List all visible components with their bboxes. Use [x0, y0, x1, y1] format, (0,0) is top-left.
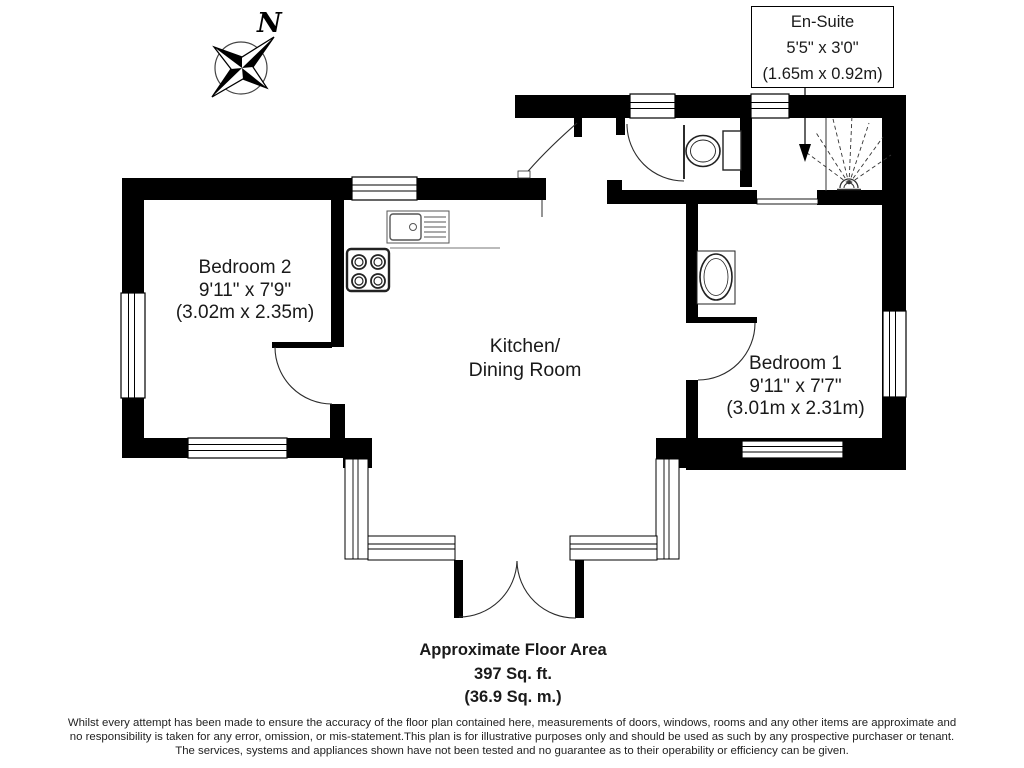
door-arc-french-right — [517, 561, 576, 618]
bay-window-right-horizontal — [570, 536, 657, 560]
sink-icon — [387, 211, 500, 248]
ensuite-size-imperial: 5'5" x 3'0" — [786, 39, 859, 57]
floor-area-label — [363, 639, 663, 710]
window-wc-north — [630, 94, 675, 118]
disclaimer-text — [0, 717, 1024, 758]
window-kitchen-north — [352, 177, 417, 200]
bedroom2-name: Bedroom 2 — [198, 257, 292, 278]
bedroom2-label — [130, 257, 360, 325]
kitchen-name-line1: Kitchen/ — [489, 335, 561, 357]
door-arc-wc — [627, 124, 684, 181]
floor-area-imperial: 397 Sq. ft. — [474, 664, 552, 683]
disclaimer-line-2: no responsibility is taken for any error, omission, or mis-statement.This plan is for illustrative purposes only and should be used as such by any prospective purchaser or tenant. — [69, 730, 955, 743]
bay-window-left-horizontal — [368, 536, 455, 560]
door-arc-french-left — [459, 561, 517, 617]
shower-icon — [803, 115, 891, 191]
window-bedroom1-south — [742, 441, 843, 458]
door-arc-entrance — [524, 123, 577, 176]
bay-window-right-vertical — [656, 459, 679, 559]
toilet-icon — [686, 131, 741, 170]
compass-rose-icon — [212, 37, 274, 97]
entrance-strike-plate — [518, 171, 530, 178]
ensuite-callout-box — [751, 6, 894, 88]
window-ensuite-north — [751, 94, 789, 118]
kitchen-dining-label — [415, 334, 635, 382]
floor-area-metric: (36.9 Sq. m.) — [464, 688, 562, 706]
bedroom1-name: Bedroom 1 — [749, 353, 842, 374]
compass-north-label: N — [257, 8, 282, 39]
disclaimer-line-1: Whilst every attempt has been made to ensure the accuracy of the floor plan contained here, measurements of doors, windows, rooms and any other items are approximate and — [67, 717, 957, 729]
wash-basin-icon — [697, 251, 735, 304]
bedroom2-size-imperial: 9'11" x 7'9" — [198, 279, 292, 301]
bedroom1-size-imperial: 9'11" x 7'7" — [749, 375, 842, 397]
ensuite-title: En-Suite — [790, 13, 855, 31]
door-arc-bedroom2 — [275, 347, 332, 404]
window-bedroom2-south — [188, 438, 287, 458]
kitchen-name-line2: Dining Room — [468, 359, 582, 381]
ensuite-size-metric: (1.65m x 0.92m) — [762, 65, 883, 83]
bedroom1-label — [683, 353, 908, 421]
bedroom1-size-metric: (3.01m x 2.31m) — [726, 398, 865, 419]
windows — [121, 94, 906, 560]
floor-area-title: Approximate Floor Area — [419, 641, 607, 659]
disclaimer-line-3: The services, systems and appliances shown have not been tested and no guarantee as to their operability or efficiency can be given. — [175, 744, 849, 757]
ensuite-opening — [757, 199, 818, 204]
bedroom2-size-metric: (3.02m x 2.35m) — [175, 302, 315, 323]
bay-window-left-vertical — [345, 459, 368, 559]
